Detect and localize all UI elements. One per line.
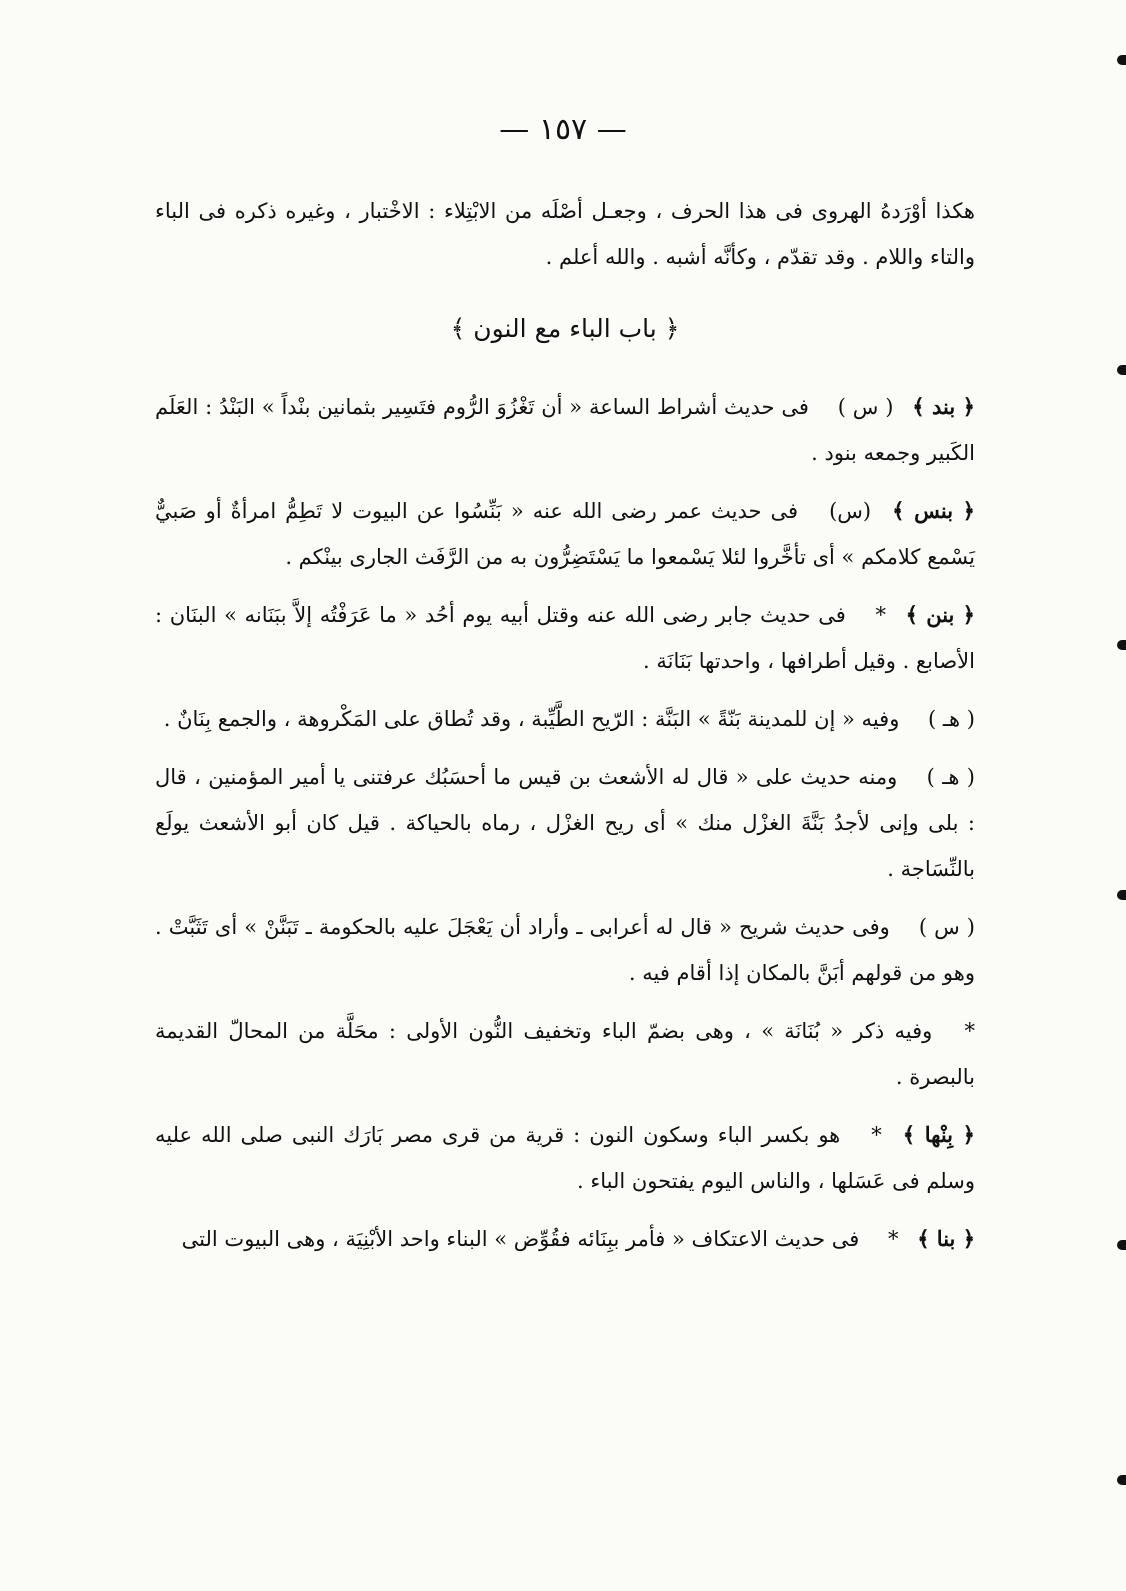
scan-edge-mark <box>1117 55 1126 65</box>
entry-siglum: ( هـ ) <box>928 707 975 731</box>
entry-siglum: * <box>871 1123 882 1147</box>
entry-headword: ﴿ بنن ﴾ <box>905 602 975 627</box>
page-number: — ١٥٧ — <box>499 112 627 147</box>
scan-edge-mark <box>1117 890 1126 900</box>
entry-headword: ﴿ بِنْها ﴾ <box>902 1122 975 1147</box>
entry-siglum: ( س ) <box>918 915 975 939</box>
text-body <box>155 188 975 1274</box>
entry-paragraph <box>155 384 975 476</box>
section-heading: ﴿ باب الباء مع النون ﴾ <box>450 314 680 343</box>
entry-text: ومنه حديث على « قال له الأشعث بن قيس ما أحسَبُك عرفتنى يا أمير المؤمنين ، قال : بلى وإنى لأجدُ بَنَّةَ الغزْل منك » أى ريح الغزْل ، رماه بالحياكة . قيل كان أبو الأشعث يولَع بالنِّسَاجة . <box>155 765 975 881</box>
entry-text: فى حديث الاعتكاف « فأمر ببِنَائه فقُوِّض » البناء واحد الأبْنِيَة ، وهى البيوت التى <box>181 1227 860 1251</box>
entry-text: وفيه ذكر « بُنَانَة » ، وهى بضمّ الباء وتخفيف النُّون الأولى : محَلَّة من المحالّ القديمة بالبصرة . <box>155 1019 975 1089</box>
entry-text: فى حديث أشراط الساعة « أن تَغْزُوَ الرُّوم فتَسِير بثمانين بنْداً » البَنْدُ : العَلَم الكَبير وجمعه بنود . <box>155 395 975 465</box>
scan-edge-mark <box>1117 365 1126 375</box>
scan-edge-mark <box>1117 640 1126 650</box>
entry-paragraph <box>155 1216 975 1262</box>
entry-text: فى حديث جابر رضى الله عنه وقتل أبيه يوم أحُد « ما عَرَفْتُه إلاَّ ببَنَانه » البنَان : الأصابع . وقيل أطرافها ، واحدتها بَنَانَة . <box>155 603 975 673</box>
entry-siglum: * <box>964 1019 975 1043</box>
intro-line: والتاء واللام . وقد تقدّم ، وكأنَّه أشبه . والله أعلم . <box>545 245 975 269</box>
entry-paragraph <box>155 1112 975 1204</box>
entry-paragraph <box>155 592 975 684</box>
entry-siglum: ( هـ ) <box>926 765 975 789</box>
entry-text: هو بكسر الباء وسكون النون : قرية من قرى مصر بَارَك النبى صلى الله عليه وسلم فى عَسَلها ، والناس اليوم يفتحون الباء . <box>155 1123 975 1193</box>
entry-paragraph <box>155 696 975 742</box>
scan-edge-mark <box>1117 1475 1126 1485</box>
entry-paragraph <box>155 1008 975 1100</box>
intro-line: هكذا أوْرَدهُ الهروى فى هذا الحرف ، وجعـل أصْلَه من الابْتِلاء : الاخْتبار ، وغيره ذكره فى الباء <box>155 199 975 223</box>
entry-siglum: (س) <box>829 499 872 523</box>
entry-text: وفى حديث شريح « قال له أعرابى ـ وأراد أن يَعْجَلَ عليه بالحكومة ـ تَبَنَّنْ » أى تَثَبَّتْ . وهو من قولهم أبَنَّ بالمكان إذا أقام فيه . <box>155 915 975 985</box>
entry-siglum: ( س ) <box>837 395 894 419</box>
entry-headword: ﴿ بنا ﴾ <box>917 1226 975 1251</box>
entry-paragraph <box>155 488 975 580</box>
entry-headword: ﴿ بند ﴾ <box>912 394 975 419</box>
entry-text: وفيه « إن للمدينة بَنّةً » البَنَّة : الرّيح الطَّيِّبة ، وقد تُطاق على المَكْروهة ، والجمع بِنَانٌ . <box>163 707 900 731</box>
entry-siglum: * <box>888 1227 899 1251</box>
intro-paragraph <box>155 188 975 280</box>
entry-siglum: * <box>875 603 886 627</box>
entry-paragraph <box>155 904 975 996</box>
scan-edge-mark <box>1117 1240 1126 1250</box>
entry-headword: ﴿ بنس ﴾ <box>892 498 975 523</box>
entry-paragraph <box>155 754 975 892</box>
entry-text: فى حديث عمر رضى الله عنه « بَنِّسُوا عن البيوت لا تَطِمُّ امرأةٌ أو صَبيٌّ يَسْمع كلامكم » أى تأخَّروا لئلا يَسْمعوا ما يَسْتَضِرُّون به من الرَّفَث الجارى بينْكم . <box>155 499 975 569</box>
